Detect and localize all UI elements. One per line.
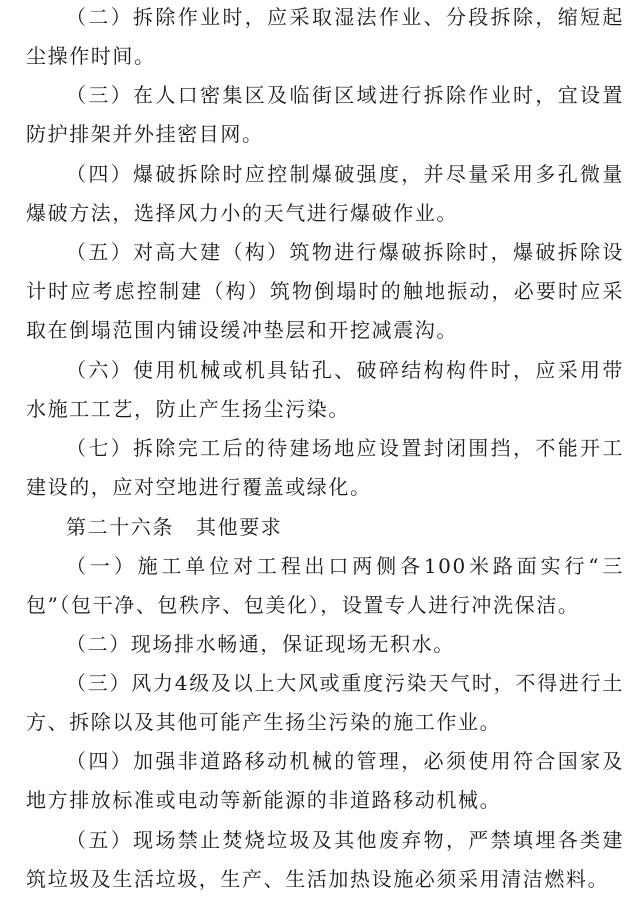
paragraph-windy-weather: （三）风力4级及以上大风或重度污染天气时，不得进行土方、拆除以及其他可能产生扬尘污染的施工作业。 — [26, 671, 624, 734]
paragraph-road-cleaning: （一）施工单位对工程出口两侧各100米路面实行“三包”（包干净、包秩序、包美化），设置专人进行冲洗保洁。 — [26, 554, 624, 617]
paragraph-high-rise-blasting: （五）对高大建（构）筑物进行爆破拆除时，爆破拆除设计时应考虑控制建（构）筑物倒塌时的触地振动，必要时应采取在倒塌范围内铺设缓冲垫层和开挖减震沟。 — [26, 240, 624, 342]
paragraph-waste-burning-ban: （五）现场禁止焚烧垃圾及其他废弃物，严禁填埋各类建筑垃圾及生活垃圾，生产、生活加热设施必须采用清洁燃料。 — [26, 828, 624, 891]
paragraph-drilling-with-water: （六）使用机械或机具钻孔、破碎结构构件时，应采用带水施工工艺，防止产生扬尘污染。 — [26, 358, 624, 421]
paragraph-drainage: （二）现场排水畅通，保证现场无积水。 — [66, 632, 455, 656]
paragraph-demolition-protective-net: （三）在人口密集区及临街区域进行拆除作业时，宜设置防护排架并外挂密目网。 — [26, 83, 624, 146]
article-title: 其他要求 — [196, 515, 283, 539]
paragraph-blasting-control: （四）爆破拆除时应控制爆破强度，并尽量采用多孔微量爆破方法，选择风力小的天气进行爆破作业。 — [26, 162, 624, 225]
paragraph-site-enclosure: （七）拆除完工后的待建场地应设置封闭围挡，不能开工建设的，应对空地进行覆盖或绿化。 — [26, 436, 624, 499]
article-heading — [66, 508, 282, 547]
article-number: 第二十六条 — [66, 515, 174, 539]
paragraph-demolition-wet-method: （二）拆除作业时，应采取湿法作业、分段拆除，缩短起尘操作时间。 — [26, 5, 624, 68]
paragraph-non-road-machinery: （四）加强非道路移动机械的管理，必须使用符合国家及地方排放标准或电动等新能源的非道路移动机械。 — [26, 749, 624, 812]
